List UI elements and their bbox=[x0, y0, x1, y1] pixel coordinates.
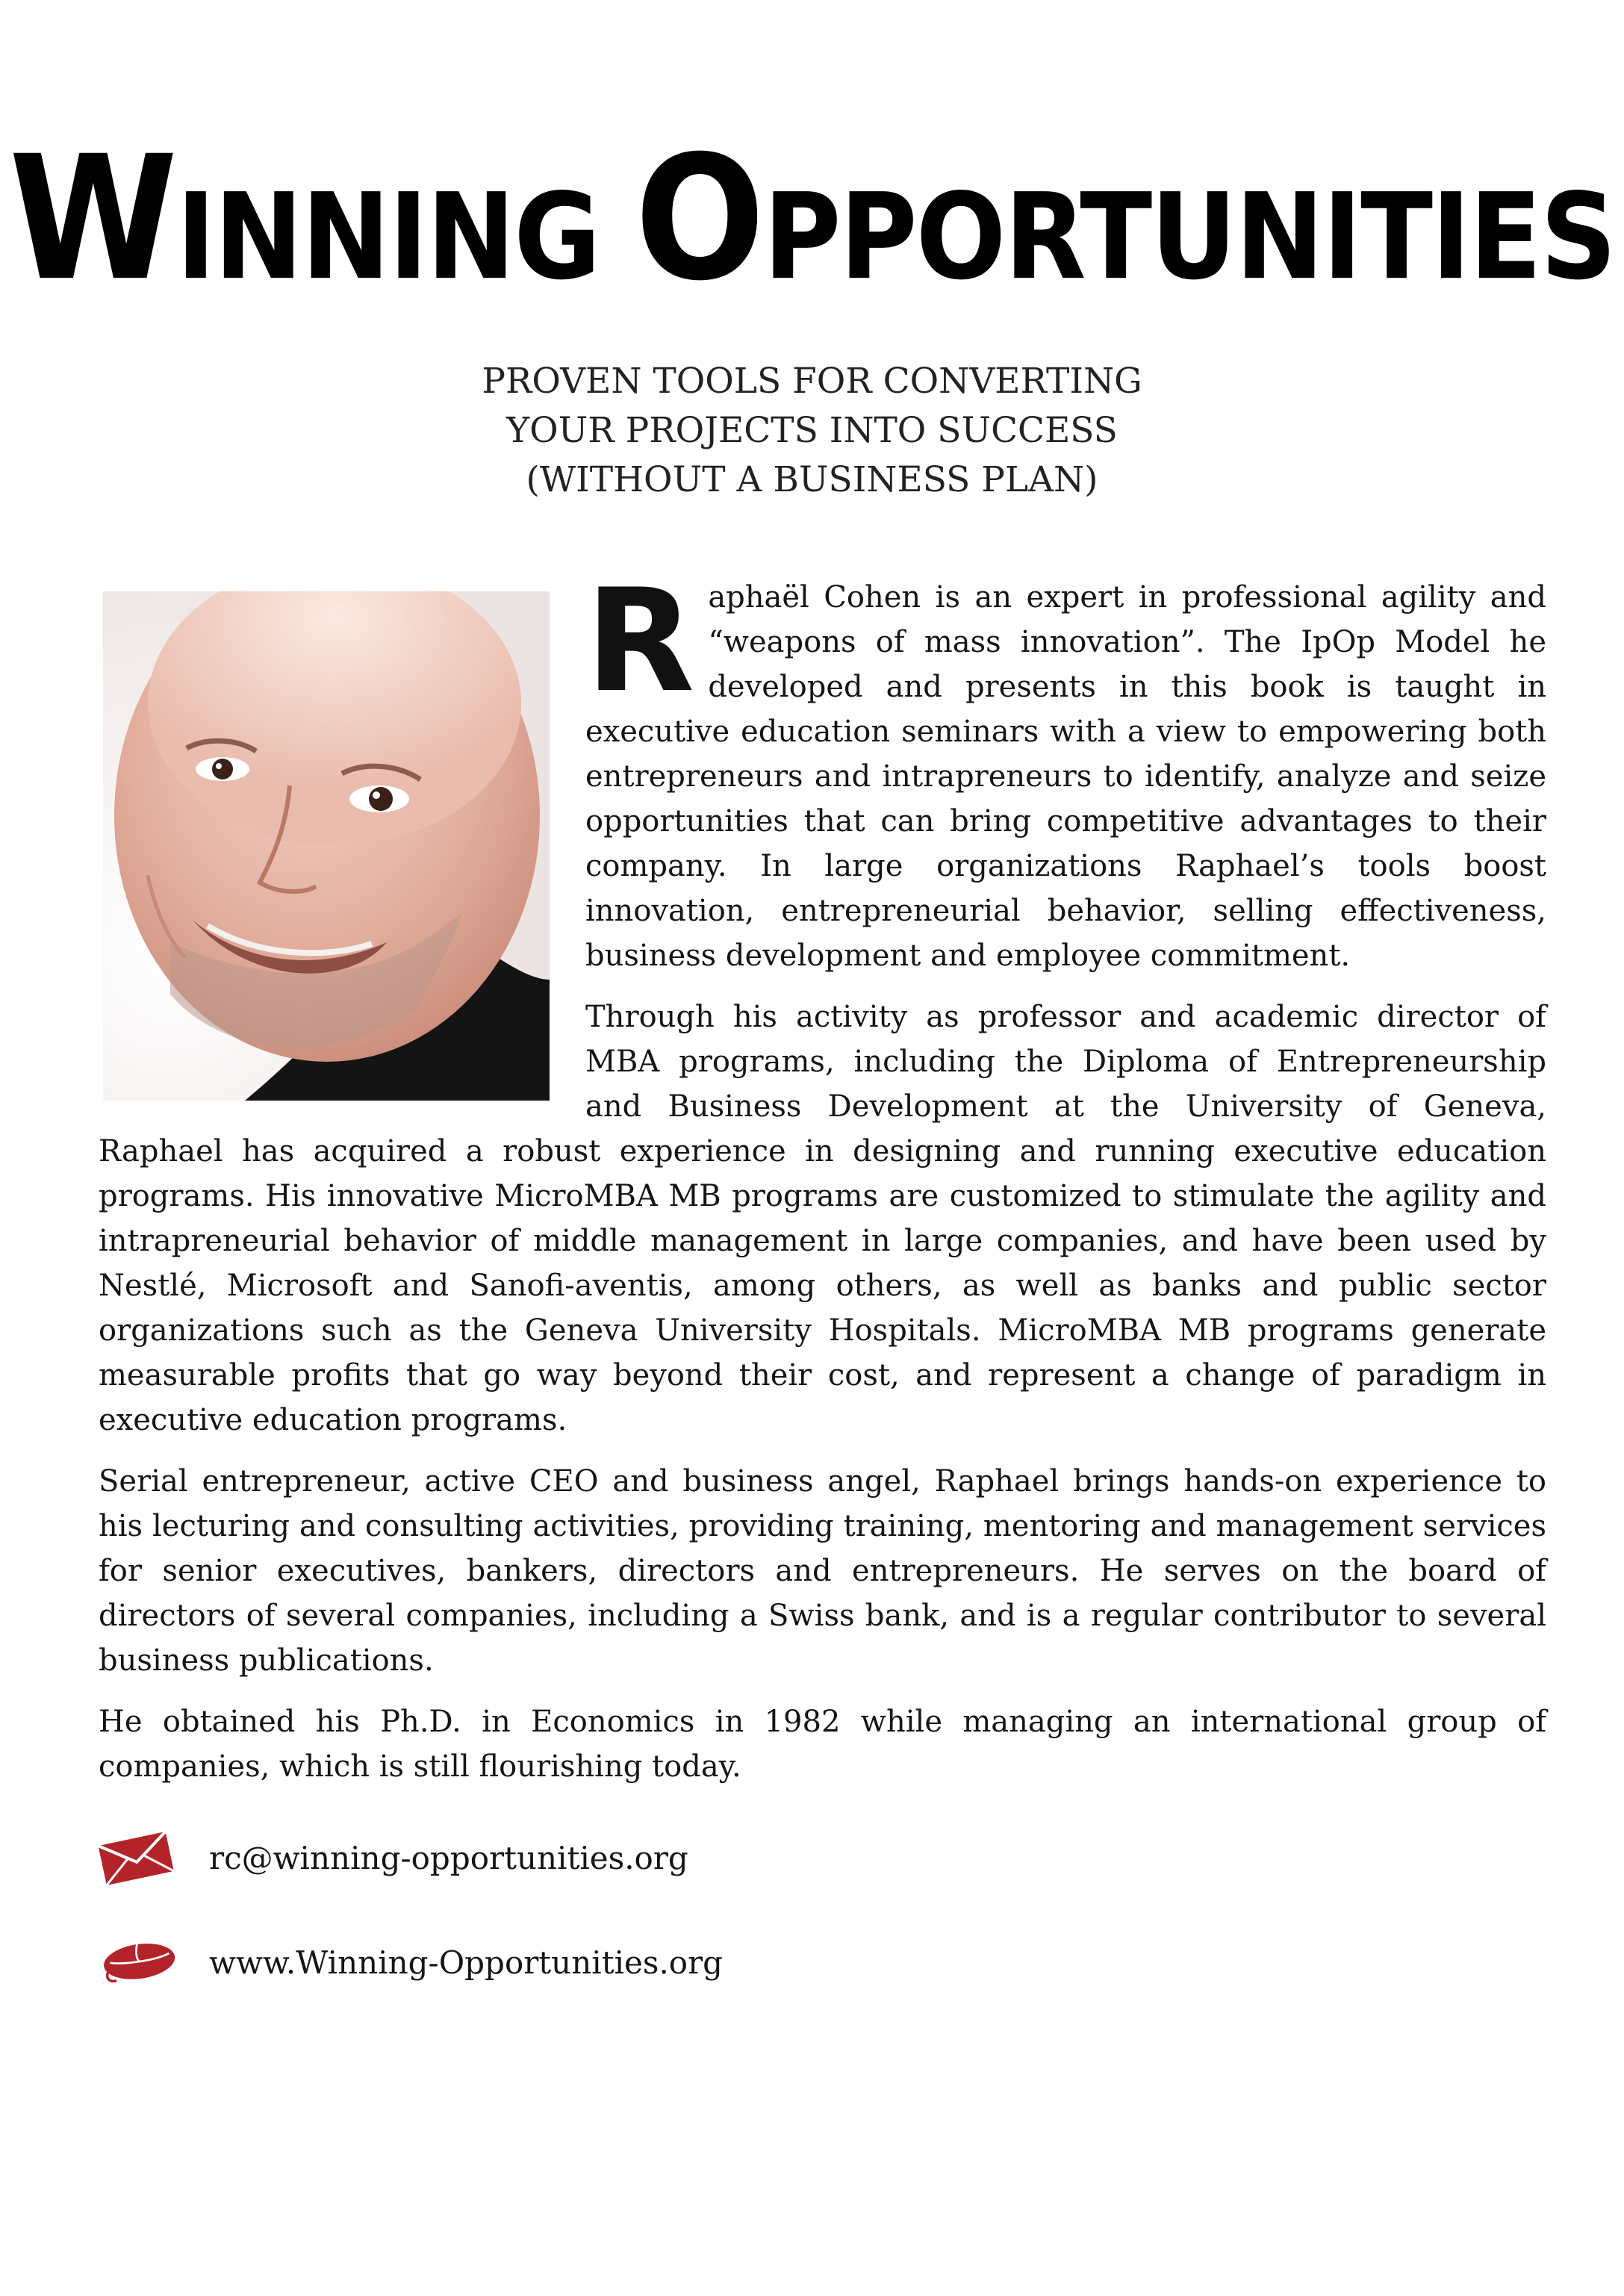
bio-paragraph-2: Through his activity as professor and academic director of MBA programs, including the Diploma of Entrepreneurship and Business Development at the University of Geneva, Raphael has acquired a robust experience in designing and running executive education programs. His innovative MicroMBA MB programs are customized to stimulate the agility and intrapreneurial behavior of middle management in large companies, and have been used by Nestlé, Microsoft and Sanofi-aventis, among others, as well as banks and public sector organizations such as the Geneva University Hospitals. MicroMBA MB programs generate measurable profits that go way beyond their cost, and represent a change of paradigm in executive education programs. bbox=[99, 1000, 1546, 1437]
subtitle-line-3: (WITHOUT A BUSINESS PLAN) bbox=[526, 459, 1098, 500]
website-link[interactable]: www.Winning-Opportunities.org bbox=[209, 1944, 724, 1981]
title-initial-o: O bbox=[635, 119, 764, 319]
bio-paragraph-3: Serial entrepreneur, active CEO and business angel, Raphael brings hands-on experience to his lecturing and consulting activities, providing training, mentoring and management services for senior executives, bankers, directors and entrepreneurs. He serves on the board of directors of several companies, including a Swiss bank, and is a regular contributor to several business publications. bbox=[99, 1464, 1546, 1678]
email-row[interactable] bbox=[97, 1820, 688, 1895]
bio-paragraph-4: He obtained his Ph.D. in Economics in 1982 while managing an international group of companies, which is still flourishing today. bbox=[99, 1705, 1546, 1784]
book-title bbox=[0, 119, 1624, 337]
bio-paragraph-1-text: aphaël Cohen is an expert in professional agility and “weapons of mass innovation”. The IpOp Model he developed and presents in this book is taught in executive education seminars with a view to empowering both entrepreneurs and intrapreneurs to identify, analyze and seize opportunities that can bring competitive advantages to their company. In large organizations Raphael’s tools boost innovation, entrepreneurial behavior, selling effectiveness, business development and employee commitment. bbox=[585, 580, 1546, 973]
website-row[interactable] bbox=[97, 1925, 724, 2000]
book-subtitle bbox=[0, 357, 1624, 505]
email-link[interactable]: rc@winning-opportunities.org bbox=[209, 1839, 688, 1876]
subtitle-line-1: PROVEN TOOLS FOR CONVERTING bbox=[482, 361, 1142, 402]
subtitle-line-2: YOUR PROJECTS INTO SUCCESS bbox=[506, 410, 1118, 451]
envelope-icon bbox=[97, 1820, 179, 1895]
author-biography bbox=[99, 559, 1546, 1805]
drop-cap: R bbox=[585, 559, 695, 724]
title-initial-w: W bbox=[8, 119, 176, 319]
title-word-opportunities-rest: PPORTUNITIES bbox=[763, 168, 1616, 307]
computer-mouse-icon bbox=[97, 1925, 179, 2000]
title-word-winning-rest: INNING bbox=[176, 168, 600, 307]
